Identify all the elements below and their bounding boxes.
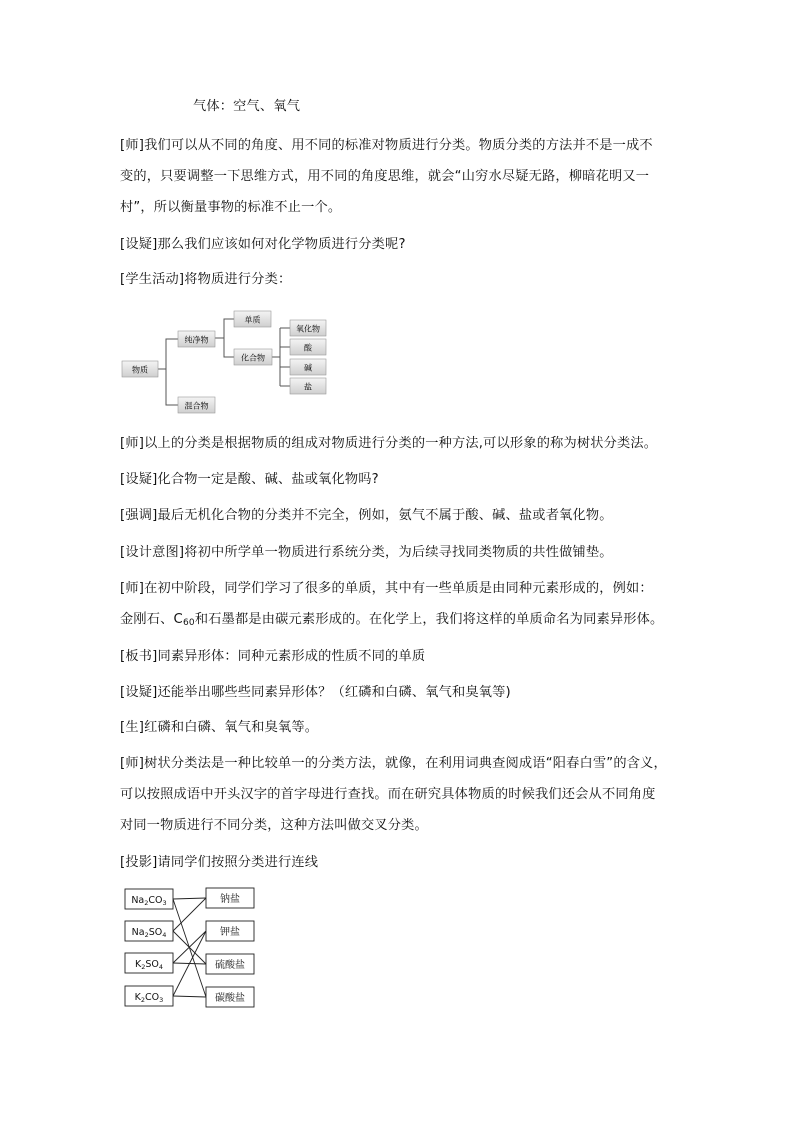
- paragraph-teacher-tree: [师]以上的分类是根据物质的组成对物质进行分类的一种方法,可以形象的称为树状分类法。: [120, 436, 658, 451]
- paragraph-teacher-cross-3: 对同一物质进行不同分类，这种方法叫做交叉分类。: [120, 818, 428, 833]
- tree-mixture-label: 混合物: [184, 401, 209, 411]
- cross-right-potassium-salt: 钾盐: [220, 927, 240, 938]
- tree-node-base: [290, 359, 326, 375]
- tree-base-label: 碱: [304, 363, 312, 373]
- tree-pure-label: 纯净物: [184, 335, 209, 345]
- tree-node-acid: [290, 339, 326, 355]
- paragraph-teacher-intro-1: [师]我们可以从不同的角度、用不同的标准对物质进行分类。物质分类的方法并不是一成不: [120, 138, 653, 153]
- tree-element-label: 单质: [244, 315, 261, 325]
- tree-node-root: [122, 361, 158, 377]
- paragraph-design-intent: [设计意图]将初中所学单一物质进行系统分类，为后续寻找同类物质的共性做铺垫。: [120, 545, 613, 560]
- paragraph-teacher-intro-2: 变的，只要调整一下思维方式，用不同的角度思维，就会“山穷水尽疑无路，柳暗花明又一: [120, 169, 650, 184]
- tree-node-salt: [290, 378, 326, 394]
- cross-diagram: [118, 884, 268, 1012]
- allotrope-subscript: 60: [182, 618, 195, 628]
- paragraph-emphasis: [强调]最后无机化合物的分类并不完全，例如，氨气不属于酸、碱、盐或者氧化物。: [120, 508, 613, 523]
- cross-left-na2co3: $Na_2CO_3$: [131, 895, 167, 907]
- tree-salt-label: 盐: [304, 382, 312, 392]
- tree-diagram: [118, 306, 338, 418]
- cross-left-k2so4: $K_2SO_4$: [134, 959, 164, 971]
- paragraph-teacher-allotrope-2: [120, 610, 680, 630]
- paragraph-teacher-cross-1: [师]树状分类法是一种比较单一的分类方法，就像，在利用词典查阅成语“阳春白雪”的含义，: [120, 756, 667, 771]
- paragraph-student-activity: [学生活动]将物质进行分类：: [120, 272, 292, 287]
- paragraph-teacher-allotrope-1: [师]在初中阶段，同学们学习了很多的单质，其中有一些单质是由同种元素形成的，例如：: [120, 581, 653, 596]
- allotrope-text-post: 和石墨都是由碳元素形成的。在化学上，我们将这样的单质命名为同素异形体。: [194, 612, 664, 627]
- paragraph-board-note: [板书]同素异形体：同种元素形成的性质不同的单质: [120, 649, 426, 664]
- tree-node-pure: [178, 331, 215, 347]
- heading-line: 气体：空气、氧气: [193, 99, 301, 114]
- tree-compound-label: 化合物: [241, 353, 265, 363]
- tree-node-mixture: [178, 397, 215, 413]
- tree-root-label: 物质: [132, 365, 148, 375]
- paragraph-projection: [投影]请同学们按照分类进行连线: [120, 855, 319, 870]
- paragraph-teacher-intro-3: 村”，所以衡量事物的标准不止一个。: [120, 200, 342, 215]
- paragraph-question-3: [设疑]还能举出哪些些同素异形体？（红磷和白磷、氧气和臭氧等): [120, 685, 511, 700]
- cross-right-sodium-salt: 钠盐: [220, 894, 240, 905]
- paragraph-question-2: [设疑]化合物一定是酸、碱、盐或氧化物吗?: [120, 472, 379, 487]
- tree-node-compound: [234, 349, 272, 365]
- cross-right-sulfate: 硫酸盐: [215, 960, 245, 971]
- cross-right-carbonate: 碳酸盐: [215, 993, 245, 1004]
- paragraph-teacher-cross-2: 可以按照成语中开头汉字的首字母进行查找。而在研究具体物质的时候我们还会从不同角度: [120, 787, 656, 802]
- cross-left-na2so4: $Na_2SO_4$: [131, 927, 167, 939]
- tree-oxide-label: 氧化物: [296, 324, 320, 334]
- allotrope-text-pre: 金刚石、C: [120, 612, 183, 627]
- tree-node-oxide: [290, 320, 326, 336]
- paragraph-question-1: [设疑]那么我们应该如何对化学物质进行分类呢?: [120, 237, 406, 252]
- tree-node-element: [234, 311, 271, 327]
- paragraph-student-answer: [生]红磷和白磷、氧气和臭氧等。: [120, 720, 319, 735]
- cross-left-k2co3: $K_2CO_3$: [134, 992, 164, 1004]
- tree-acid-label: 酸: [304, 343, 312, 353]
